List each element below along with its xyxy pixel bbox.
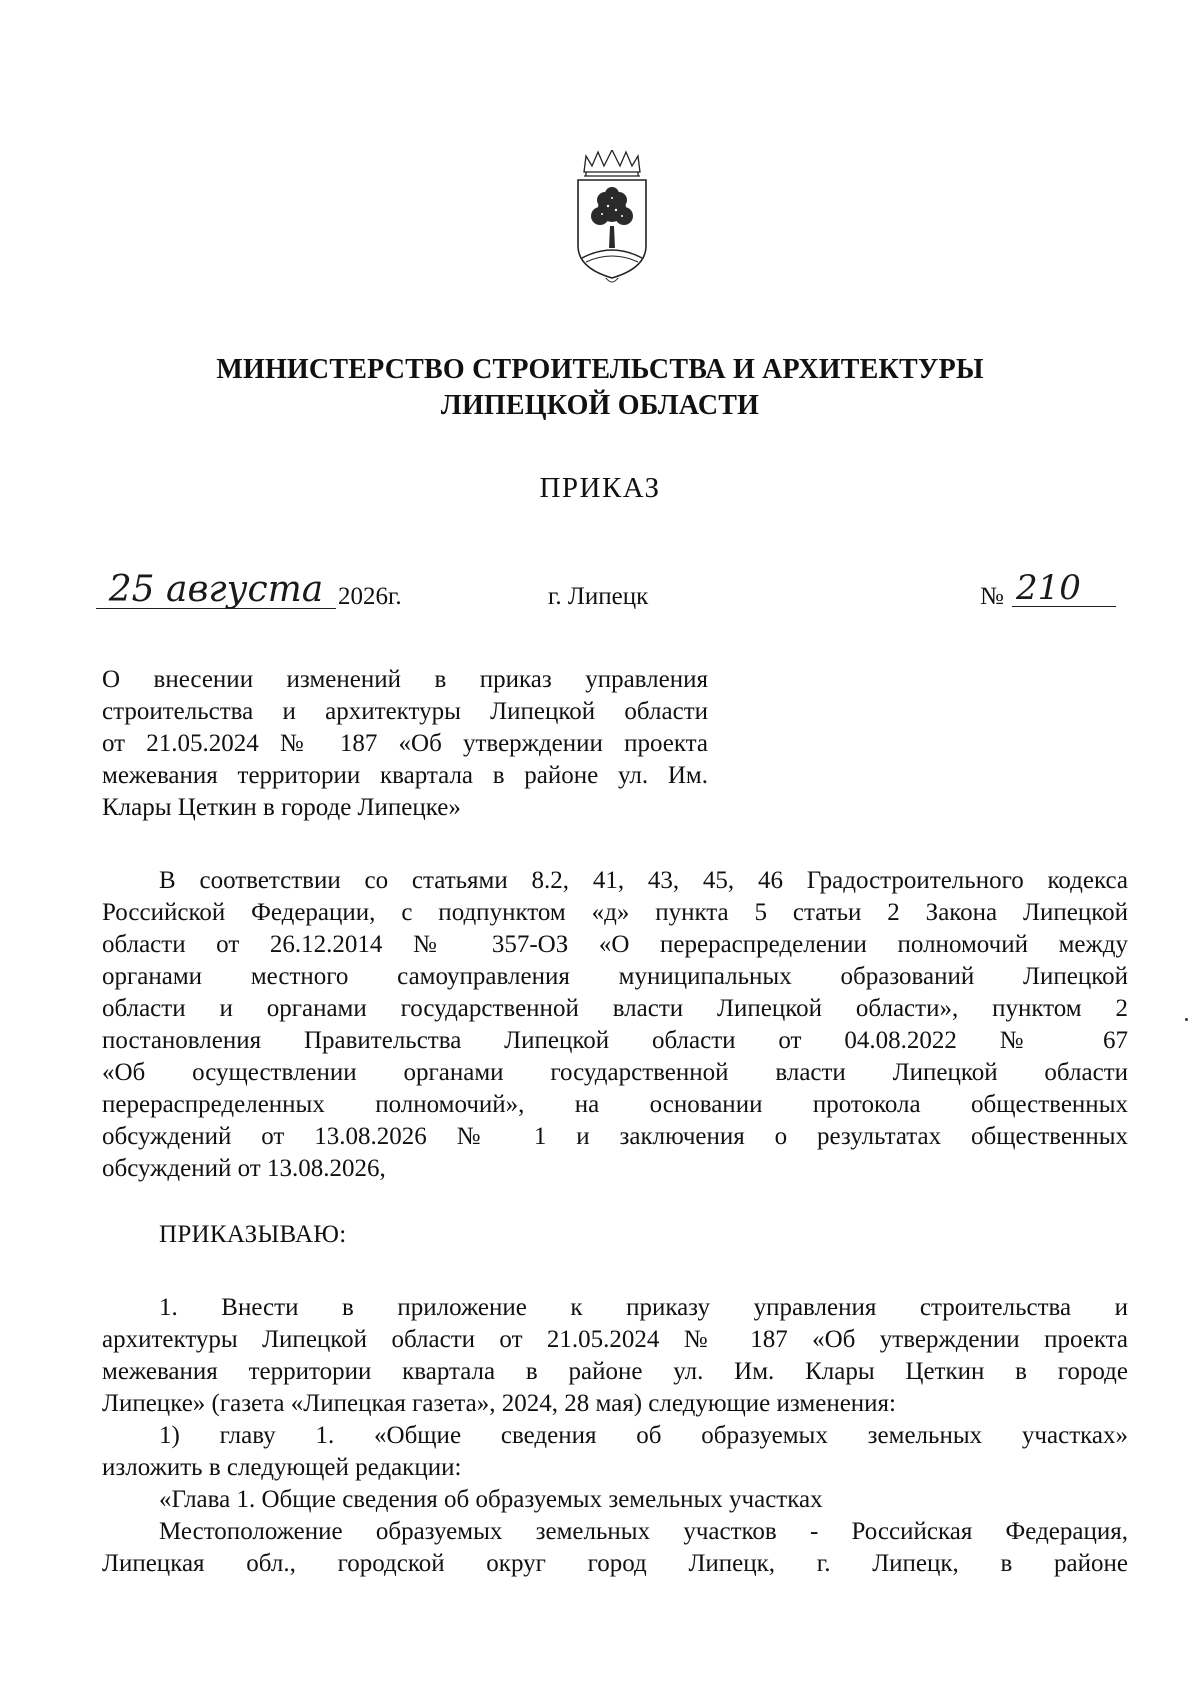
subject-line: строительства и архитектуры Липецкой области xyxy=(102,698,708,725)
paragraph-line: Липецке» (газета «Липецкая газета», 2024, 28 мая) следующие изменения: xyxy=(102,1390,897,1417)
paragraph-line: Липецкая обл., городской округ город Липецк, г. Липецк, в районе xyxy=(102,1550,1128,1577)
coat-of-arms-icon xyxy=(572,150,652,290)
paragraph-line: межевания территории квартала в районе ул. Им. Клары Цеткин в городе xyxy=(102,1358,1128,1385)
paragraph-line: обсуждений от 13.08.2026 № 1 и заключения о результатах общественных xyxy=(102,1123,1128,1150)
paragraph-line: Местоположение образуемых земельных участков - Российская Федерация, xyxy=(159,1518,1128,1545)
basis-paragraph xyxy=(102,865,1128,1185)
city-name: г. Липецк xyxy=(548,583,649,610)
order-subject xyxy=(102,664,708,824)
ministry-name-line2: ЛИПЕЦКОЙ ОБЛАСТИ xyxy=(440,390,760,421)
subject-line: Клары Цеткин в городе Липецке» xyxy=(102,794,461,821)
order-directive-word: ПРИКАЗЫВАЮ: xyxy=(159,1221,347,1248)
handwritten-number: 210 xyxy=(1012,570,1116,607)
paragraph-line: области и органами государственной власти Липецкой области», пунктом 2 xyxy=(102,995,1128,1022)
paragraph-line: Российской Федерации, с подпунктом «д» пункта 5 статьи 2 Закона Липецкой xyxy=(102,899,1128,926)
paragraph-line: 1. Внести в приложение к приказу управления строительства и xyxy=(159,1294,1128,1321)
paragraph-line: области от 26.12.2014 № 357-ОЗ «О перераспределении полномочий между xyxy=(102,931,1128,958)
paragraph-line: перераспределенных полномочий», на основании протокола общественных xyxy=(102,1091,1128,1118)
paragraph-line: постановления Правительства Липецкой области от 04.08.2022 № 67 xyxy=(102,1027,1128,1054)
paragraph-line: «Об осуществлении органами государственной власти Липецкой области xyxy=(102,1059,1128,1086)
scan-speck xyxy=(1185,1018,1188,1021)
subject-line: межевания территории квартала в районе ул. Им. xyxy=(102,762,708,789)
order-items xyxy=(102,1292,1128,1580)
ministry-name-line1: МИНИСТЕРСТВО СТРОИТЕЛЬСТВА И АРХИТЕКТУРЫ xyxy=(216,354,984,385)
subject-line: О внесении изменений в приказ управления xyxy=(102,666,708,693)
number-sign: № xyxy=(980,583,1004,610)
paragraph-line: органами местного самоуправления муниципальных образований Липецкой xyxy=(102,963,1128,990)
paragraph-line: обсуждений от 13.08.2026, xyxy=(102,1155,386,1182)
paragraph-line: изложить в следующей редакции: xyxy=(102,1454,462,1481)
date-year: 2026г. xyxy=(338,583,402,610)
document-type-title: ПРИКАЗ xyxy=(539,472,661,504)
handwritten-date: 25 августа xyxy=(96,572,336,609)
subject-line: от 21.05.2024 № 187 «Об утверждении проекта xyxy=(102,730,708,757)
paragraph-line: архитектуры Липецкой области от 21.05.2024 № 187 «Об утверждении проекта xyxy=(102,1326,1128,1353)
paragraph-line: 1) главу 1. «Общие сведения об образуемых земельных участках» xyxy=(159,1422,1128,1449)
paragraph-line: В соответствии со статьями 8.2, 41, 43, 45, 46 Градостроительного кодекса xyxy=(159,867,1128,894)
paragraph-line: «Глава 1. Общие сведения об образуемых земельных участках xyxy=(159,1486,823,1513)
